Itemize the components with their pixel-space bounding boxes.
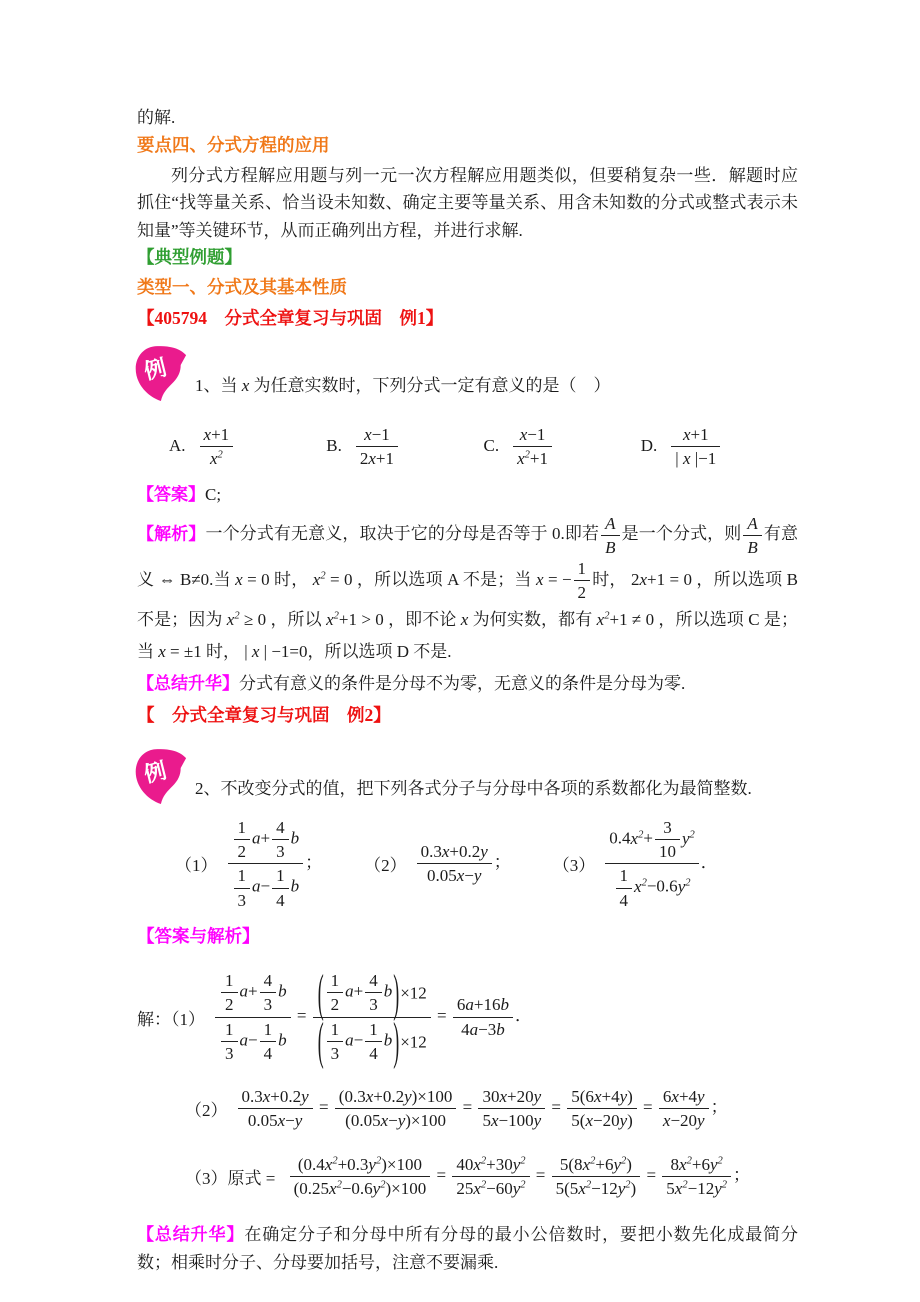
option-formula: $\frac{x-1}{2x+1}$	[354, 424, 400, 470]
answer-value: C;	[205, 485, 222, 505]
part-formula: $\frac{1}{2}$ a+ $\frac{4}{3}$ b $\frac{1}{3}$ a− $\frac{1}{4}$ b ；	[226, 817, 323, 911]
solution-prefix: （2）	[185, 1101, 228, 1121]
summary1-label: 【总结升华】	[137, 674, 239, 694]
part-formula: $0.4x^2+$ $\frac{3}{10}$ $y^2$ $\frac{1}{4}$ $x^2-0.6y^2$ ．	[603, 817, 717, 911]
part-formula: $\frac{0.3x+0.2y}{0.05x-y}$ ；	[415, 841, 511, 887]
solution-heading: 【答案与解析】	[137, 925, 260, 946]
example-badge-icon	[133, 745, 187, 809]
option-label: A.	[169, 436, 186, 456]
answer-line	[137, 481, 798, 509]
solution-formula: $\frac{1}{2}$ a+ $\frac{4}{3}$ b $\frac{1}{3}$ a− $\frac{1}{4}$ b = ( $\frac{1}{2}$ a+ $\frac{4}{3}$ b ) ×12 ( $\frac{1}{3}$ a− $\frac{1}{4}$ b ) ×12 = $\frac{6a+16b}{4a-3b}$ ．	[213, 970, 532, 1064]
badge-label: 例	[141, 354, 169, 384]
solution-formula: $\frac{(0.4x^2+0.3y^2)\times 100}{(0.25x^2-0.6y^2)\times 100}$ = $\frac{40x^2+30y^2}{25x^2-60y^2}$ = $\frac{5(8x^2+6y^2)}{5(5x^2-12y^2)}$ = $\frac{8x^2+6y^2}{5x^2-12y^2}$ ；	[288, 1154, 750, 1200]
summary1-text: 分式有意义的条件是分母不为零，无意义的条件是分母为零.	[239, 674, 686, 694]
solution-line	[185, 1154, 798, 1200]
option-item	[484, 424, 641, 470]
option-item	[326, 424, 483, 470]
type1-heading: 类型一、分式及其基本性质	[137, 277, 347, 298]
lead-text: 的解.	[137, 108, 176, 127]
example-badge-icon	[133, 342, 187, 406]
example2-question-row	[137, 743, 798, 809]
solution-prefix: （3）原式 =	[185, 1168, 280, 1188]
example2-solutions	[137, 963, 798, 1199]
example2-summary-line	[137, 1221, 798, 1276]
example1-options	[169, 424, 798, 470]
example2-parts	[175, 817, 798, 911]
option-formula: $\frac{x-1}{x^2+1}$	[511, 424, 554, 470]
part-item	[175, 817, 322, 911]
example1-question: 1、当 x 为任意实数时，下列分式一定有意义的是（ ）	[195, 375, 611, 395]
summary2-label: 【总结升华】	[137, 1225, 245, 1245]
summary2-text: 在确定分子和分母中所有分母的最小公倍数时，要把小数先化成最简分数；相乘时分子、分母要加括号，注意不要漏乘.	[137, 1225, 799, 1272]
option-formula: $\frac{x+1}{| x |-1}$	[669, 424, 722, 470]
example1-source-heading: 【405794 分式全章复习与巩固 例1】	[137, 307, 444, 328]
example1-summary-line	[137, 670, 798, 698]
solution-prefix: 解：（1）	[137, 1009, 205, 1029]
part-item	[364, 841, 511, 887]
example2-source-heading: 【 分式全章复习与巩固 例2】	[137, 704, 391, 725]
solution-formula: $\frac{0.3x+0.2y}{0.05x-y}$ = $\frac{(0.3x+0.2y)\times 100}{(0.05x-y)\times 100}$ = $\frac{30x+20y}{5x-100y}$ = $\frac{5(6x+4y)}{5(x-20y)}$ = $\frac{6x+4y}{x-20y}$ ；	[236, 1086, 728, 1132]
analysis-content: 一个分式有无意义，取决于它的分母是否等于 0.即若 $\frac{A}{B}$ 是一个分式，则 $\frac{A}{B}$ 有意义 ⇔ B≠0.当 x = 0 时， $x^2 = 0$ ，所以选项 A 不是；当 x = − $\frac{1}{2}$ 时， 2x+1 = 0 ，所以选项 B 不是；因为 $x^2 \ge 0$ ，所以 $x^2+1 > 0$ ，即不论 x 为何实数，都有 $x^2+1 \ne 0$ ，所以选项 C 是；当 x = ±1 时， | x | −1=0，所以选项 D 不是.	[137, 513, 799, 661]
section-heading-point4: 要点四、分式方程的应用	[137, 134, 330, 155]
solution-line	[185, 1086, 798, 1132]
example2-question: 2、不改变分式的值，把下列各式分子与分母中各项的系数都化为最简整数.	[195, 778, 752, 798]
example1-question-row	[137, 340, 798, 406]
option-item	[169, 424, 326, 470]
part-label: （3）	[552, 856, 596, 876]
option-label: C.	[483, 436, 500, 456]
option-label: D.	[640, 436, 658, 456]
part-label: （2）	[364, 856, 407, 876]
solution-line	[137, 963, 798, 1070]
option-item	[641, 424, 798, 470]
analysis-label: 【解析】	[137, 524, 206, 544]
answer-label: 【答案】	[137, 485, 205, 505]
part-label: （1）	[175, 856, 218, 876]
badge-label: 例	[141, 757, 169, 788]
option-label: B.	[326, 436, 342, 456]
analysis-paragraph	[137, 513, 798, 669]
typical-examples-heading: 【典型例题】	[137, 247, 242, 268]
part-item	[553, 817, 718, 911]
point4-paragraph: 列分式方程解应用题与列一元一次方程解应用题类似，但要稍复杂一些．解题时应抓住“找等量关系、恰当设未知数、确定主要等量关系、用含未知数的分式或整式表示未知量”等关键环节，从而正确列出方程，并进行求解.	[137, 165, 798, 240]
option-formula: $\frac{x+1}{x^2}$	[198, 424, 236, 470]
